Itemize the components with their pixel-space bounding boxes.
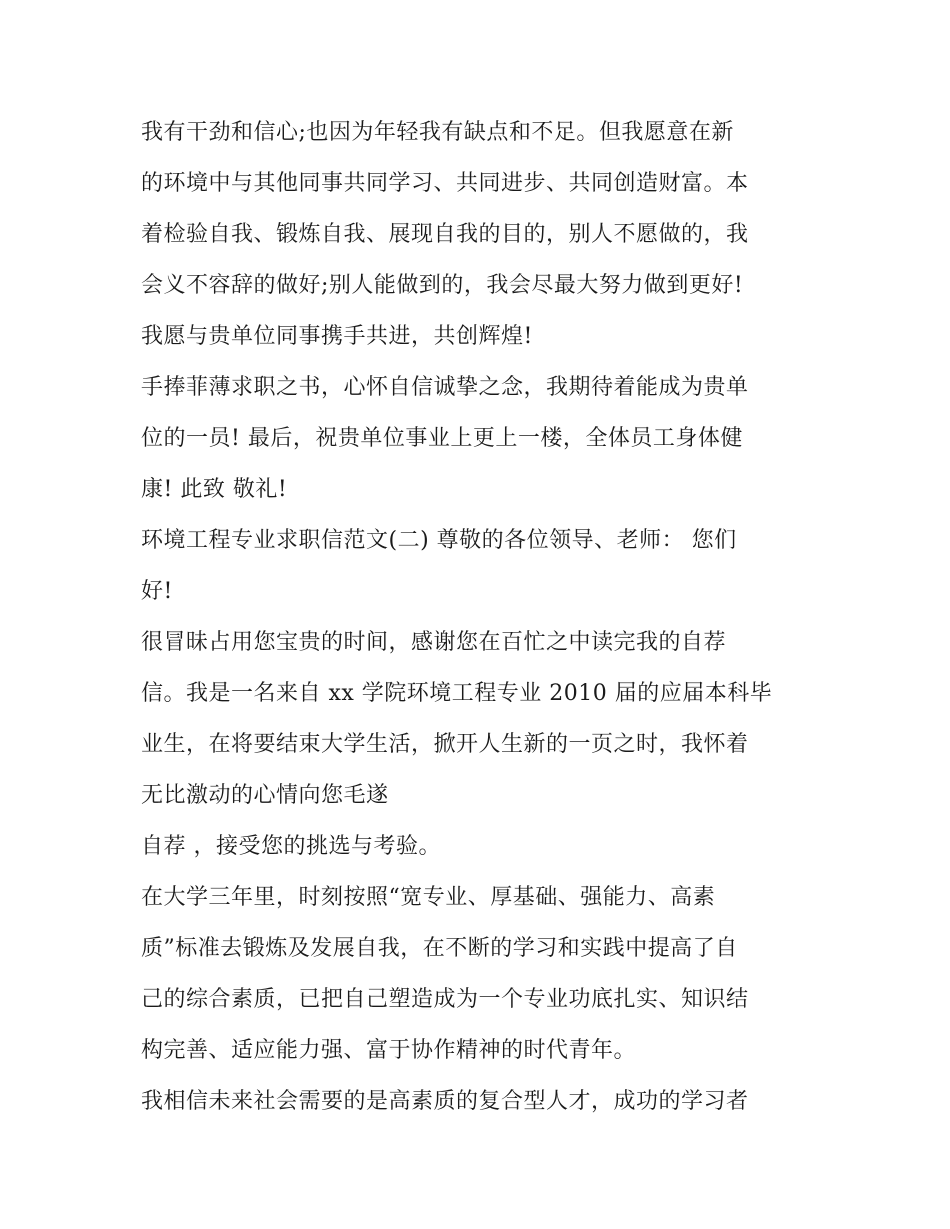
text-line: 自荐 ，接受您的挑选与考验。 (141, 834, 441, 859)
text-line: 位的一员! 最后，祝贵单位事业上更上一楼，全体员工身体健 (141, 426, 743, 451)
text-line: 好! (141, 579, 173, 604)
text-line: 我有干劲和信心;也因为年轻我有缺点和不足。但我愿意在新 (141, 120, 734, 145)
section-heading-line: 环境工程专业求职信范文(二) 尊敬的各位领导、老师： 您们 (141, 528, 737, 553)
text-line: 的环境中与其他同事共同学习、共同进步、共同创造财富。本 (141, 171, 749, 196)
text-line: 会义不容辞的做好;别人能做到的，我会尽最大努力做到更好! (141, 273, 744, 298)
text-line: 康! 此致 敬礼! (141, 477, 288, 502)
text-line: 在大学三年里，时刻按照“宽专业、厚基础、强能力、高素 (141, 885, 716, 910)
text-line: 业生，在将要结束大学生活，掀开人生新的一页之时，我怀着 (141, 732, 749, 757)
text-line: 我相信未来社会需要的是高素质的复合型人才，成功的学习者 (141, 1089, 749, 1114)
text-line: 很冒昧占用您宝贵的时间，感谢您在百忙之中读完我的自荐 (141, 630, 727, 655)
text-line: 构完善、适应能力强、富于协作精神的时代青年。 (141, 1038, 637, 1063)
text-line: 手捧菲薄求职之书，心怀自信诚挚之念，我期待着能成为贵单 (141, 375, 749, 400)
text-line: 我愿与贵单位同事携手共进，共创辉煌! (141, 324, 533, 349)
text-line: 着检验自我、锻炼自我、展现自我的目的，别人不愿做的，我 (141, 222, 749, 247)
letter-body (141, 107, 821, 1127)
text-line: 信。我是一名来自 xx 学院环境工程专业 2010 届的应届本科毕 (141, 681, 773, 706)
text-line: 质”标准去锻炼及发展自我，在不断的学习和实践中提高了自 (141, 936, 738, 961)
text-line: 无比激动的心情向您毛遂 (141, 783, 389, 808)
text-line: 己的综合素质，已把自己塑造成为一个专业功底扎实、知识结 (141, 987, 749, 1012)
